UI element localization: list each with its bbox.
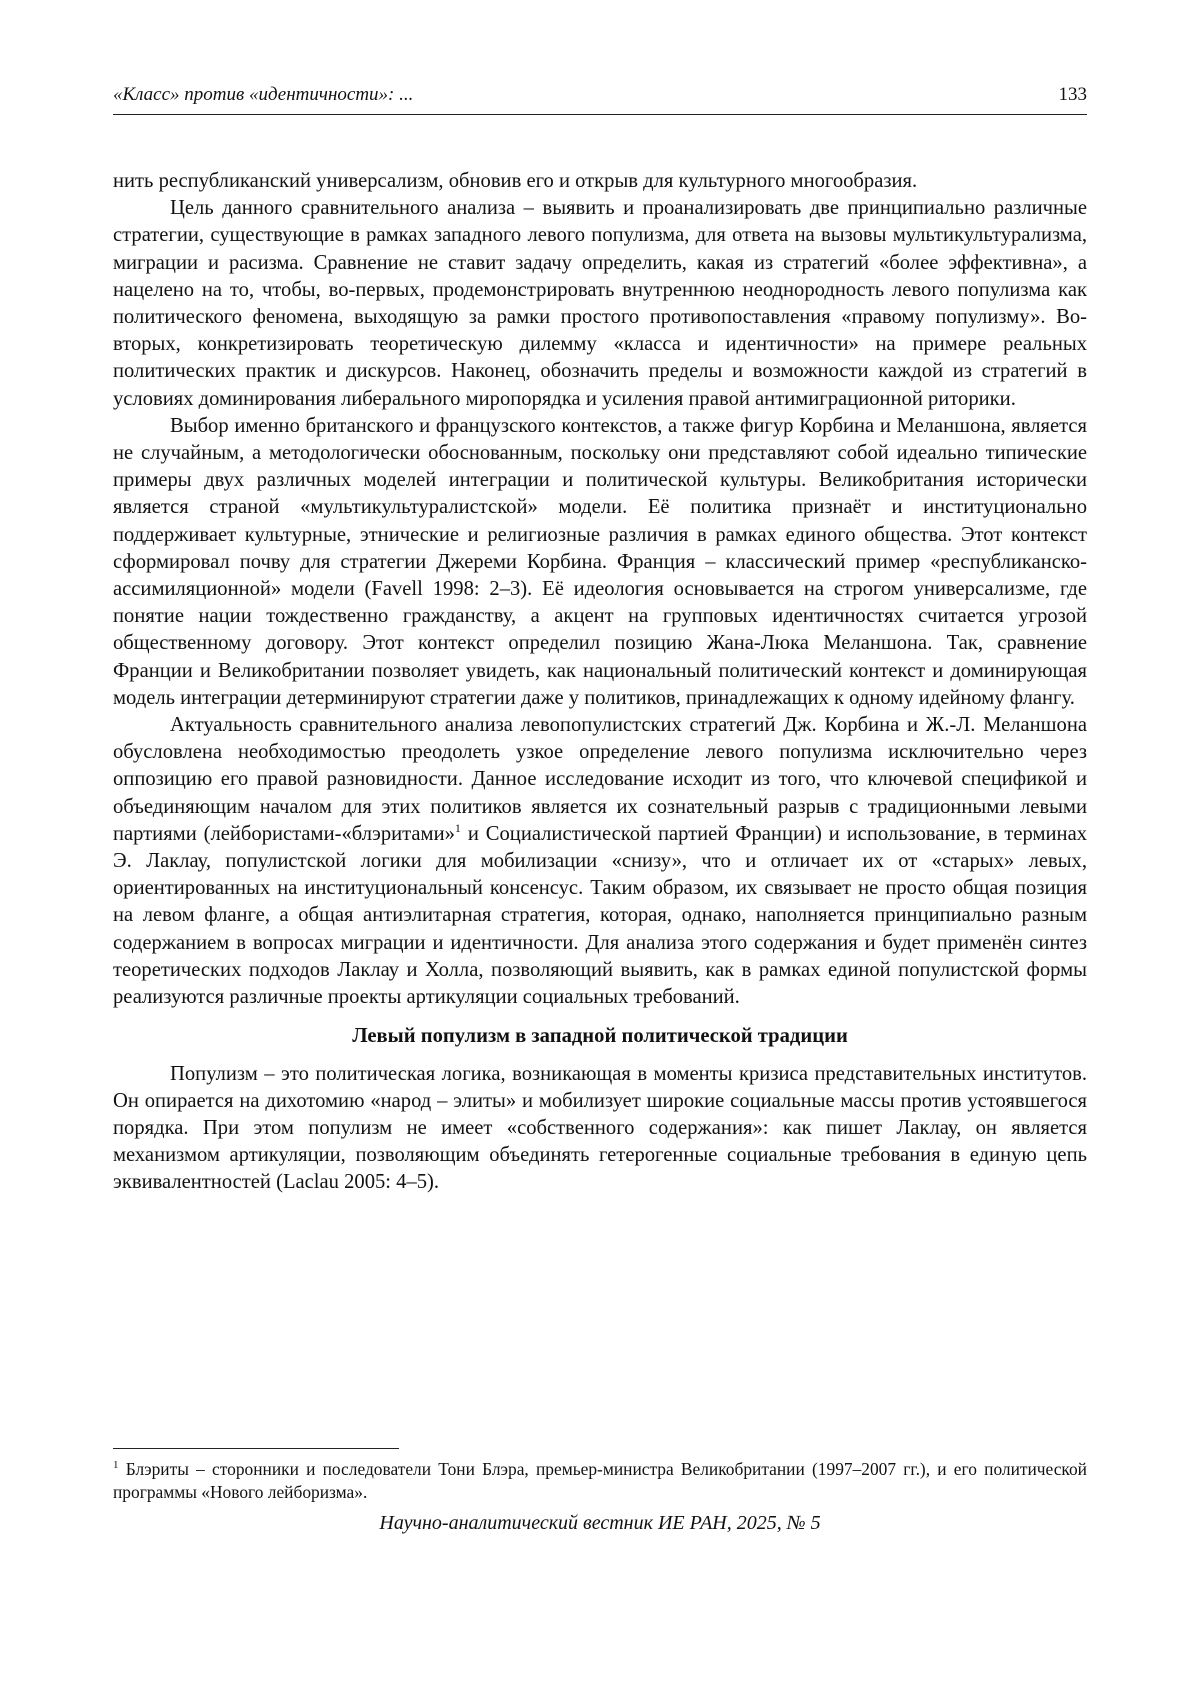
footnote-rule <box>113 1448 399 1449</box>
paragraph-continued: нить республиканский универсализм, обновив его и открыв для культурного многообразия. <box>113 170 918 192</box>
journal-footer: Научно-аналитический вестник ИЕ РАН, 2025, № 5 <box>379 1512 821 1534</box>
body-text <box>113 168 1087 1197</box>
paragraph-text: и Социалистической партией Франции) и использование, в терминах Э. Лаклау, популистской логики для мобилизации «снизу», что и отличает их от «старых» левых, ориентированных на институциональный консенсус. Таким образом, их связывает не просто общая позиция на левом фланге, а общая антиэлитарная стратегия, которая, однако, наполняется принципиально разным содержанием в вопросах миграции и идентичности. Для анализа этого содержания и будет применён синтез теоретических подходов Лаклау и Холла, позволяющий выявить, как в рамках единой популистской формы реализуются различные проекты артикуляции социальных требований. <box>113 822 1088 1009</box>
paragraph-text: Актуальность сравнительного анализа левопопулистских стратегий Дж. Корбина и Ж.-Л. Меланшона обусловлена необходимостью преодолеть узкое определение левого популизма исключительно через оппозицию его правой разновидности. Данное исследование исходит из того, что ключевой спецификой и объединяющим началом для этих политиков является их сознательный разрыв с традиционными левыми партиями (лейбористами-«блэритами» <box>113 714 1087 845</box>
section-heading: Левый популизм в западной политической традиции <box>352 1025 848 1048</box>
paragraph-with-footnote <box>113 712 1087 1011</box>
paragraph: Популизм – это политическая логика, возникающая в моменты кризиса представительных институтов. Он опирается на дихотомию «народ – элиты» и мобилизует широкие социальные массы против устоявшегося порядка. При этом популизм не имеет «собственного содержания»: как пишет Лаклау, он является механизмом артикуляции, позволяющим объединять гетерогенные социальные требования в единую цепь эквивалентностей (Laclau 2005: 4–5). <box>113 1062 1087 1194</box>
header-rule <box>113 114 1087 115</box>
paragraph: Цель данного сравнительного анализа – выявить и проанализировать две принципиально различные стратегии, существующие в рамках западного левого популизма, для ответа на вызовы мультикультурализма, миграции и расизма. Сравнение не ставит задачу определить, какая из стратегий «более эффективна», а нацелено на то, чтобы, во-первых, продемонстрировать внутреннюю неоднородность левого популизма как политического феномена, выходящую за рамки простого противопоставления «правому популизму». Во-вторых, конкретизировать теоретическую дилемму «класса и идентичности» на примере реальных политических практик и дискурсов. Наконец, обозначить пределы и возможности каждой из стратегий в условиях доминирования либерального миропорядка и усиления правой антимиграционной риторики. <box>113 197 1087 410</box>
running-head <box>113 84 1087 114</box>
footnote-text: Блэриты – сторонники и последователи Тони Блэра, премьер-министра Великобритании (1997–2007 гг.), и его политической программы «Нового лейборизма». <box>113 1459 1087 1502</box>
footnote-reference[interactable]: 1 <box>454 821 461 836</box>
footnote-marker: 1 <box>113 1459 119 1472</box>
paragraph: Выбор именно британского и французского контекстов, а также фигур Корбина и Меланшона, является не случайным, а методологически обоснованным, поскольку они представляют собой идеально типические примеры двух различных моделей интеграции и политической культуры. Великобритания исторически является страной «мультикультуралистской» модели. Её политика признаёт и институционально поддерживает культурные, этнические и религиозные различия в рамках единого общества. Этот контекст сформировал почву для стратегии Джереми Корбина. Франция – классический пример «республиканско-ассимиляционной» модели (Favell 1998: 2–3). Её идеология основывается на строгом универсализме, где понятие нации тождественно гражданству, а акцент на групповых идентичностях считается угрозой общественному договору. Этот контекст определил позицию Жана-Люка Меланшона. Так, сравнение Франции и Великобритании позволяет увидеть, как национальный политический контекст и доминирующая модель интеграции детерминируют стратегии даже у политиков, принадлежащих к одному идейному флангу. <box>113 414 1087 709</box>
page-number: 133 <box>1058 84 1087 105</box>
footnote <box>113 1458 1087 1504</box>
running-title: «Класс» против «идентичности»: ... <box>113 84 414 105</box>
